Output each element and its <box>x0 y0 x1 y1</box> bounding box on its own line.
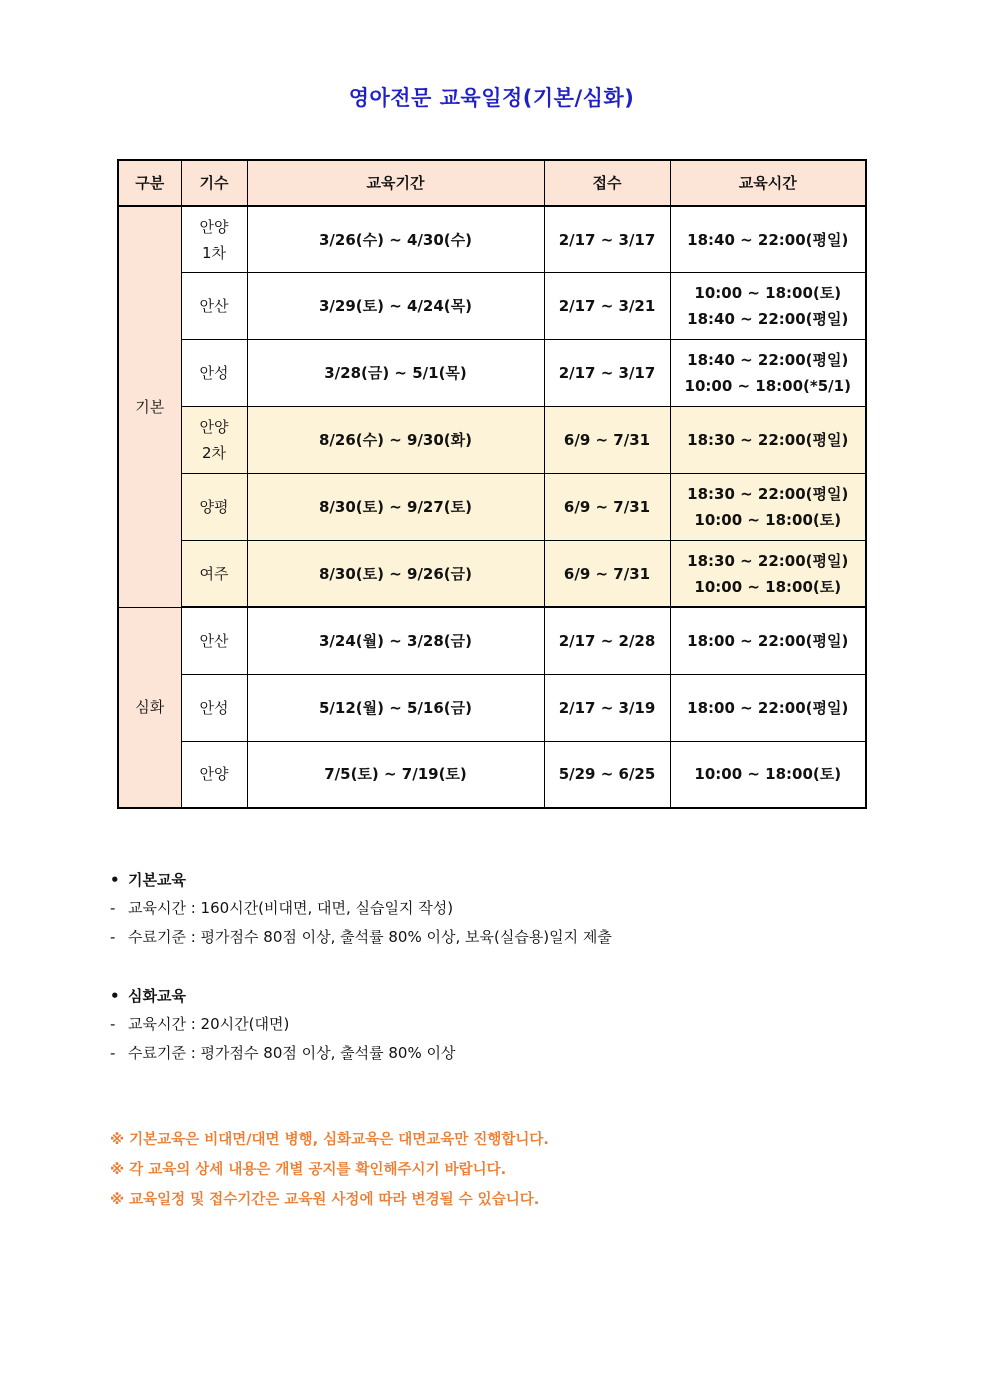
notes-heading <box>110 866 910 894</box>
site-text: 안성 <box>199 698 229 717</box>
bullet-icon: • <box>110 987 120 1005</box>
site-cell <box>181 607 247 674</box>
site-text: 안양 <box>199 418 229 437</box>
table-row <box>118 540 866 607</box>
table-row <box>118 407 866 474</box>
note-text: 교육시간 : 20시간(대면) <box>128 1015 290 1033</box>
time-cell <box>670 273 866 340</box>
reception-cell: 2/17 ~ 3/21 <box>544 273 670 340</box>
period-cell: 8/30(토) ~ 9/27(토) <box>247 474 544 541</box>
period-cell: 5/12(월) ~ 5/16(금) <box>247 674 544 741</box>
notes-heading-label: 기본교육 <box>128 871 186 889</box>
note-item <box>110 923 910 952</box>
time-text: 18:00 ~ 22:00(평일) <box>687 698 849 717</box>
time-cell <box>670 474 866 541</box>
time-text: 18:30 ~ 22:00(평일) <box>687 551 849 570</box>
time-text: 18:00 ~ 22:00(평일) <box>687 631 849 650</box>
note-text: 교육시간 : 160시간(비대면, 대면, 실습일지 작성) <box>128 899 454 917</box>
table-row <box>118 273 866 340</box>
header-reception: 접수 <box>544 160 670 206</box>
site-text: 안산 <box>199 631 229 650</box>
bullet-icon: • <box>110 871 120 889</box>
group-label: 기본 <box>118 206 181 607</box>
note-text: 수료기준 : 평가점수 80점 이상, 출석률 80% 이상 <box>128 1044 456 1062</box>
advanced-course-notes <box>110 982 910 1068</box>
time-cell <box>670 607 866 674</box>
time-cell <box>670 540 866 607</box>
table-row <box>118 474 866 541</box>
reception-cell: 6/9 ~ 7/31 <box>544 407 670 474</box>
time-text: 10:00 ~ 18:00(토) <box>694 510 842 529</box>
period-cell: 8/26(수) ~ 9/30(화) <box>247 407 544 474</box>
table-row <box>118 741 866 808</box>
dash-marker: - <box>110 1015 116 1033</box>
time-text: 18:40 ~ 22:00(평일) <box>687 310 849 329</box>
table-row <box>118 340 866 407</box>
period-cell: 3/29(토) ~ 4/24(목) <box>247 273 544 340</box>
site-text: 2차 <box>201 444 227 463</box>
reception-cell: 6/9 ~ 7/31 <box>544 474 670 541</box>
time-cell <box>670 407 866 474</box>
site-cell <box>181 273 247 340</box>
time-text: 10:00 ~ 18:00(토) <box>694 577 842 596</box>
site-text: 여주 <box>199 564 229 583</box>
notes-heading-label: 심화교육 <box>128 987 186 1005</box>
site-text: 안양 <box>199 217 229 236</box>
period-cell: 8/30(토) ~ 9/26(금) <box>247 540 544 607</box>
notes-heading <box>110 982 910 1010</box>
table-body <box>118 206 866 808</box>
notes-section <box>110 866 910 1098</box>
table-header-row <box>118 160 866 206</box>
note-item <box>110 1010 910 1039</box>
site-cell <box>181 741 247 808</box>
note-text: 수료기준 : 평가점수 80점 이상, 출석률 80% 이상, 보육(실습용)일지 제출 <box>128 928 612 946</box>
site-cell <box>181 340 247 407</box>
header-category: 구분 <box>118 160 181 206</box>
dash-marker: - <box>110 899 116 917</box>
time-text: 18:40 ~ 22:00(평일) <box>687 230 849 249</box>
note-item <box>110 894 910 923</box>
time-text: 18:30 ~ 22:00(평일) <box>687 484 849 503</box>
period-cell: 3/28(금) ~ 5/1(목) <box>247 340 544 407</box>
site-text: 양평 <box>199 497 229 516</box>
site-cell <box>181 407 247 474</box>
time-text: 10:00 ~ 18:00(토) <box>694 765 842 784</box>
time-cell <box>670 206 866 273</box>
table-row <box>118 607 866 674</box>
site-text: 안성 <box>199 364 229 383</box>
time-cell <box>670 674 866 741</box>
site-text: 안산 <box>199 297 229 316</box>
group-label: 심화 <box>118 607 181 808</box>
table-row <box>118 674 866 741</box>
site-cell <box>181 674 247 741</box>
basic-course-notes <box>110 866 910 952</box>
reception-cell: 2/17 ~ 3/19 <box>544 674 670 741</box>
reception-cell: 2/17 ~ 3/17 <box>544 340 670 407</box>
table-row <box>118 206 866 273</box>
site-cell <box>181 474 247 541</box>
dash-marker: - <box>110 928 116 946</box>
time-text: 10:00 ~ 18:00(토) <box>694 284 842 303</box>
period-cell: 3/26(수) ~ 4/30(수) <box>247 206 544 273</box>
warning-text: ※ 교육일정 및 접수기간은 교육원 사정에 따라 변경될 수 있습니다. <box>110 1192 540 1208</box>
warning-text: ※ 각 교육의 상세 내용은 개별 공지를 확인해주시기 바랍니다. <box>110 1162 507 1178</box>
reception-cell: 6/9 ~ 7/31 <box>544 540 670 607</box>
reception-cell: 5/29 ~ 6/25 <box>544 741 670 808</box>
period-cell: 3/24(월) ~ 3/28(금) <box>247 607 544 674</box>
dash-marker: - <box>110 1044 116 1062</box>
note-item <box>110 1039 910 1068</box>
site-text: 1차 <box>201 243 227 262</box>
time-cell <box>670 340 866 407</box>
header-time: 교육시간 <box>670 160 866 206</box>
page-title: 영아전문 교육일정(기본/심화) <box>348 86 635 110</box>
site-cell <box>181 206 247 273</box>
site-cell <box>181 540 247 607</box>
time-cell <box>670 741 866 808</box>
site-text: 안양 <box>199 765 229 784</box>
reception-cell: 2/17 ~ 2/28 <box>544 607 670 674</box>
header-session: 기수 <box>181 160 247 206</box>
time-text: 18:40 ~ 22:00(평일) <box>687 351 849 370</box>
schedule-table <box>117 159 867 809</box>
warnings-section <box>110 1125 930 1215</box>
warning-text: ※ 기본교육은 비대면/대면 병행, 심화교육은 대면교육만 진행합니다. <box>110 1132 549 1148</box>
time-text: 18:30 ~ 22:00(평일) <box>687 431 849 450</box>
period-cell: 7/5(토) ~ 7/19(토) <box>247 741 544 808</box>
reception-cell: 2/17 ~ 3/17 <box>544 206 670 273</box>
time-text: 10:00 ~ 18:00(*5/1) <box>684 377 851 396</box>
header-period: 교육기간 <box>247 160 544 206</box>
